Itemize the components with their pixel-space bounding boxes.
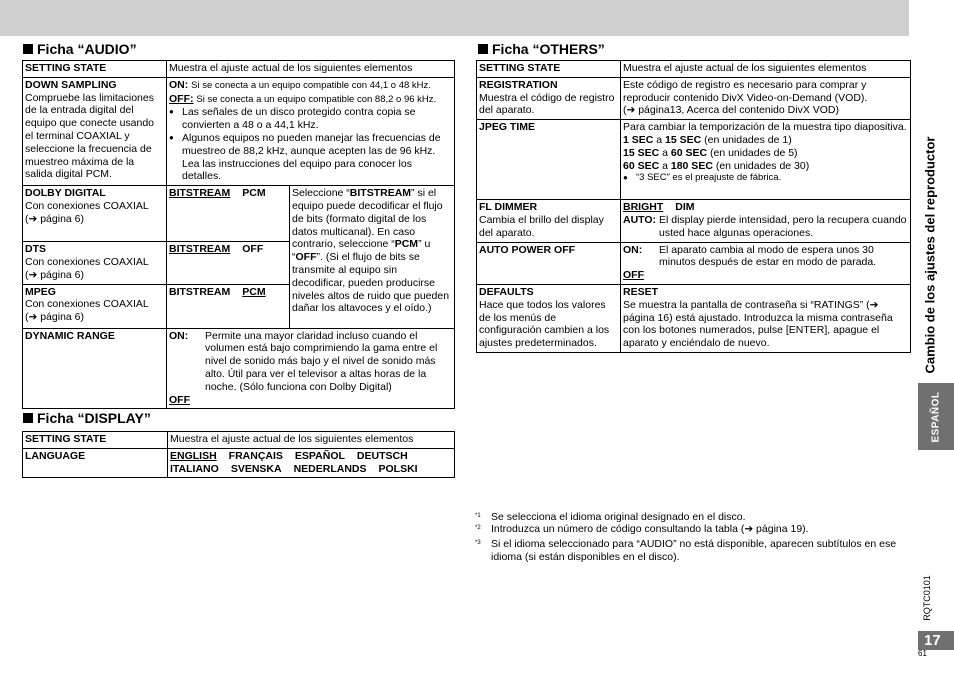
header-cell: Muestra el ajuste actual de los siguientes elementos — [621, 61, 911, 78]
setting-name: DEFAULTS — [479, 285, 534, 298]
setting-desc: Hace que todos los valores de los menús de configuración cambien a los ajustes predeterminados. — [479, 298, 610, 350]
page-number: 17 — [918, 631, 954, 650]
bullet-note: ● “3 SEC” es el preajuste de fábrica. — [623, 172, 907, 185]
setting-name: MPEG — [25, 285, 56, 298]
header-cell: Muestra el ajuste actual de los siguientes elementos — [168, 432, 455, 449]
option-bitstream: BITSTREAM — [169, 285, 231, 298]
bullet-note: ● Las señales de un disco protegido contra copia se convierten a 48 o a 44,1 kHz. — [169, 106, 451, 132]
option-dim: DIM — [675, 201, 695, 214]
bullet-note: ● Algunos equipos no pueden manejar las frecuencias de muestreo de 88,2 kHz, aunque acepten las de 96 kHz. Lea las instrucciones del equipo para conocer los detalles. — [169, 132, 451, 183]
header-cell: SETTING STATE — [23, 61, 167, 78]
others-table — [476, 60, 911, 353]
others-section-title: Ficha “OTHERS” — [478, 41, 605, 57]
setting-desc: Con conexiones COAXIAL (➔ página 6) — [25, 199, 149, 225]
option-bright: BRIGHT — [623, 201, 664, 214]
language-tab: ESPAÑOL — [918, 383, 954, 450]
setting-desc: Cambia el brillo del display del aparato. — [479, 213, 604, 239]
lang-option: POLSKI — [378, 462, 418, 475]
audio-section-title: Ficha “AUDIO” — [23, 41, 137, 57]
header-cell: SETTING STATE — [477, 61, 621, 78]
option-pcm: PCM — [242, 187, 266, 200]
language-options — [168, 448, 455, 478]
down-sampling-cell — [23, 77, 167, 185]
defaults-cell — [477, 284, 621, 352]
table-row — [477, 242, 911, 284]
mpeg-cell — [23, 284, 167, 328]
info-text: Este código de registro es necesario para comprar y reproducir contenido DivX Video-on-Demand (VOD). — [623, 78, 868, 104]
bitstream-note: Seleccione “BITSTREAM” si el equipo puede decodificar el flujo de bits (formato digital de los datos multicanal). En caso contrario, seleccione “PCM” u “OFF”. (Si el flujo de bits se transmite al equipo sin decodificar, pueden producirse niveles altos de ruido que pueden dañar los altavoces y el oído.) — [290, 186, 455, 328]
lang-option: ESPAÑOL — [294, 449, 345, 462]
option-off: OFF — [623, 269, 644, 282]
doc-code: RQTC0101 — [922, 575, 932, 621]
defaults-info — [621, 284, 911, 352]
option-reset: RESET — [623, 285, 659, 298]
table-row — [477, 77, 911, 119]
header-band — [0, 0, 909, 36]
option-text: El display pierde intensidad, pero la recupera cuando usted hace algunas operaciones. — [659, 213, 907, 239]
setting-name: LANGUAGE — [23, 448, 168, 478]
down-sampling-options — [167, 77, 455, 185]
option-text: Permite una mayor claridad incluso cuando el volumen está bajo comprimiendo la gama entre el nivel de sonido más bajo y el nivel de sonido más alto. Útil para ver el televisor a altas horas de la noche. (Sólo funciona con Dolby Digital) — [205, 329, 438, 393]
table-row — [23, 186, 455, 242]
mpeg-options — [167, 284, 290, 328]
table-row — [23, 448, 455, 478]
lang-option: SVENSKA — [230, 462, 282, 475]
lang-option: NEDERLANDS — [293, 462, 367, 475]
setting-name: DTS — [25, 243, 46, 256]
option-text: Si se conecta a un equipo compatible con 88,2 o 96 kHz. — [196, 93, 437, 105]
option-text: El aparato cambia al modo de espera unos 30 minutos después de estar en modo de parada. — [659, 243, 877, 269]
option-auto: AUTO: — [623, 213, 657, 226]
dts-cell — [23, 242, 167, 284]
table-row — [23, 61, 455, 78]
footnote: *3 Si el idioma seleccionado para “AUDIO” no está disponible, aparecen subtítulos en ese idioma (si están disponibles en el disco). — [475, 538, 897, 563]
footnote: *2 Introduzca un número de código consultando la tabla (➔ página 19). — [475, 523, 809, 535]
setting-desc: Compruebe las limitaciones de la entrada digital del equipo que conecte usando el terminal COAXIAL y seleccione la frecuencia de muestreo máxima de la salida digital PCM. — [25, 91, 155, 181]
option-off: OFF — [242, 243, 264, 256]
square-bullet-icon — [23, 413, 33, 423]
auto-power-off-options — [621, 242, 911, 284]
option-bitstream: BITSTREAM — [169, 243, 231, 256]
setting-desc: Con conexiones COAXIAL (➔ página 6) — [25, 298, 149, 324]
header-cell: Muestra el ajuste actual de los siguientes elementos — [167, 61, 455, 78]
option-on: ON: — [169, 329, 189, 342]
table-row — [23, 77, 455, 185]
small-number: 61 — [918, 649, 927, 658]
setting-desc: Con conexiones COAXIAL (➔ página 6) — [25, 255, 149, 281]
table-row — [477, 61, 911, 78]
fl-dimmer-cell — [477, 200, 621, 242]
option-bitstream: BITSTREAM — [169, 187, 231, 200]
chapter-title: Cambio de los ajustes del reproductor — [922, 136, 938, 373]
header-cell: SETTING STATE — [23, 432, 168, 449]
setting-name: FL DIMMER — [479, 201, 538, 214]
fl-dimmer-options — [621, 200, 911, 242]
table-row — [23, 328, 455, 409]
lang-option: FRANÇAIS — [228, 449, 283, 462]
option-pcm: PCM — [242, 285, 266, 298]
option-text: Si se conecta a un equipo compatible con 44,1 o 48 kHz. — [191, 79, 431, 91]
square-bullet-icon — [478, 44, 488, 54]
setting-name: JPEG TIME — [477, 120, 621, 200]
info-text: Se muestra la pantalla de contraseña si “RATINGS” (➔ página 16) está ajustado. Introduzca la misma contraseña con los botones numerados, pulse [ENTER], apague el aparato y enciéndalo de nuevo. — [623, 298, 893, 350]
info-text: Para cambiar la temporización de la muestra tipo diapositiva. — [623, 121, 907, 134]
option-off: OFF — [169, 393, 190, 406]
dolby-options — [167, 186, 290, 242]
lang-option: DEUTSCH — [356, 449, 408, 462]
dolby-cell — [23, 186, 167, 242]
dynamic-options — [167, 328, 455, 409]
setting-name: DOWN SAMPLING — [25, 78, 117, 91]
display-table — [22, 431, 455, 478]
lang-option: ENGLISH — [170, 449, 217, 462]
table-row — [477, 284, 911, 352]
registration-cell — [477, 77, 621, 119]
display-section-title: Ficha “DISPLAY” — [23, 410, 151, 426]
setting-name: AUTO POWER OFF — [477, 242, 621, 284]
audio-table — [22, 60, 455, 409]
jpeg-options: Para cambiar la temporización de la muestra tipo diapositiva. 1 SEC a 15 SEC (en unidades de 1) 15 SEC a 60 SEC (en unidades de 5) 60 SEC a 180 SEC (en unidades de 30) ● “3 SEC” es el preajuste de fábrica. — [621, 120, 911, 200]
setting-name: DOLBY DIGITAL — [25, 187, 106, 200]
square-bullet-icon — [23, 44, 33, 54]
table-row — [477, 200, 911, 242]
footnote: *1 Se selecciona el idioma original designado en el disco. — [475, 511, 746, 523]
table-row — [477, 120, 911, 200]
table-row — [23, 432, 455, 449]
option-on: ON: — [169, 78, 189, 91]
registration-info — [621, 77, 911, 119]
lang-option: ITALIANO — [170, 462, 219, 475]
setting-desc: Muestra el código de registro del aparato. — [479, 91, 615, 117]
dts-options — [167, 242, 290, 284]
page-ref: (➔ página13, Acerca del contenido DivX VOD) — [623, 104, 839, 117]
option-off: OFF: — [169, 92, 194, 105]
setting-name: DYNAMIC RANGE — [23, 328, 167, 409]
setting-name: REGISTRATION — [479, 78, 558, 91]
option-on: ON: — [623, 243, 643, 256]
